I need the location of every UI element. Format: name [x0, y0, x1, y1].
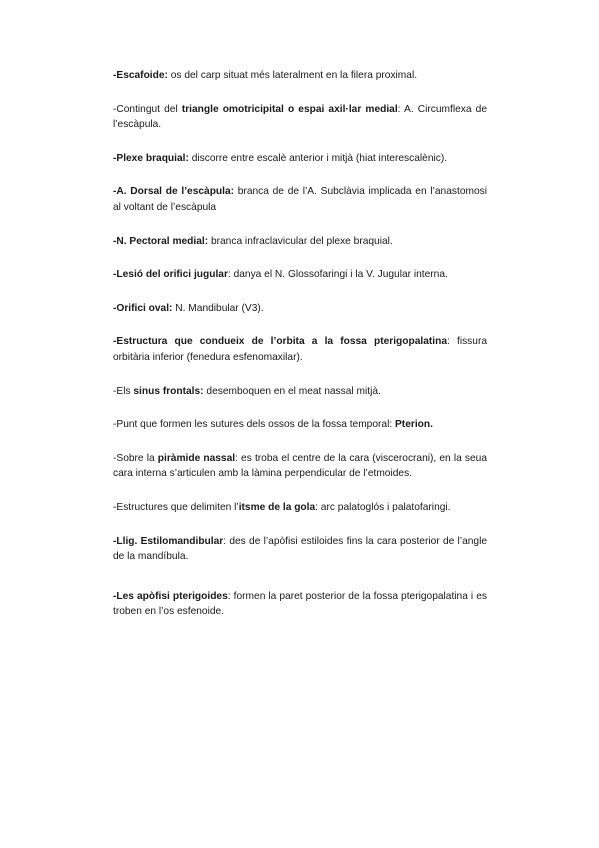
note-term: -Escafoide:	[113, 70, 168, 81]
note-piramide-nassal	[113, 451, 487, 482]
note-text: desemboquen en el meat nassal mitjà.	[203, 385, 381, 397]
note-term: sinus frontals:	[133, 385, 204, 397]
note-text: -Contingut del	[113, 103, 182, 115]
note-text: discorre entre escalè anterior i mitjà (hiat interescalènic).	[188, 152, 448, 164]
note-term: Pterion.	[395, 419, 433, 431]
note-term: -Plexe braquial:	[113, 152, 189, 164]
note-a-dorsal-escapula	[113, 184, 487, 215]
note-triangle-omotricipital	[113, 102, 487, 133]
note-term: -N. Pectoral medial:	[113, 235, 209, 247]
note-term: piràmide nassal	[157, 452, 236, 464]
note-text: : fissura orbitària inferior (fenedura esfenomaxilar).	[113, 336, 487, 363]
note-text: : formen la paret posterior de la fossa pterigopalatina i es troben en l’os esfenoide.	[113, 590, 487, 618]
note-text: -Punt que formen les sutures dels ossos de la fossa temporal:	[113, 419, 395, 431]
note-text: branca infraclavicular del plexe braquial.	[208, 235, 393, 247]
note-text: -Estructures que delimiten l’	[113, 501, 239, 513]
note-pterion	[113, 417, 487, 433]
note-term: -Llig. Estilomandibular	[113, 535, 224, 547]
note-text: : des de l’apòfisi estiloides fins la cara posterior de l’angle de la mandíbula.	[113, 535, 487, 563]
note-itsme-gola	[113, 500, 487, 516]
note-n-pectoral-medial	[113, 234, 487, 250]
note-text: -Els	[113, 385, 134, 397]
note-sinus-frontals	[113, 384, 487, 400]
note-text: -Sobre la	[113, 452, 158, 464]
note-term: itsme de la gola	[238, 501, 316, 513]
note-orifici-oval	[113, 301, 487, 317]
note-term: -Lesió del orifici jugular	[113, 269, 228, 281]
note-text: N. Mandibular (V3).	[172, 302, 264, 314]
note-llig-estilomandibular	[113, 534, 487, 565]
note-term: -Orifici oval:	[113, 302, 173, 314]
note-term: -Estructura que condueix de l’orbita a la fossa pterigopalatina	[113, 336, 448, 348]
note-term: -A. Dorsal de l’escàpula:	[113, 186, 235, 198]
note-text: os del carp situat més lateralment en la filera proximal.	[167, 70, 418, 81]
note-text: : A. Circumflexa de l’escàpula.	[113, 103, 487, 131]
note-escafoide	[113, 68, 487, 84]
note-lesio-orifici-jugular	[113, 267, 487, 283]
note-text: branca de de l’A. Subclàvia implicada en l’anastomosi al voltant de l’escàpula	[113, 186, 487, 213]
note-apofisi-pterigoides	[113, 589, 487, 620]
note-text: : es troba el centre de la cara (viscerocrani), en la seua cara interna s’articulen amb la làmina perpendicular de l’etmoides.	[113, 452, 487, 480]
note-term: -Les apòfisi pterigoides	[113, 590, 228, 602]
note-orbita-fossa-pterigopalatina	[113, 334, 487, 365]
note-plexe-braquial	[113, 151, 487, 167]
note-text: : danya el N. Glossofaringi i la V. Jugular interna.	[227, 269, 448, 281]
note-text: : arc palatoglós i palatofaringi.	[315, 501, 451, 513]
notes-list	[113, 68, 487, 638]
note-term: triangle omotricipital o espai axil·lar medial	[181, 103, 398, 115]
